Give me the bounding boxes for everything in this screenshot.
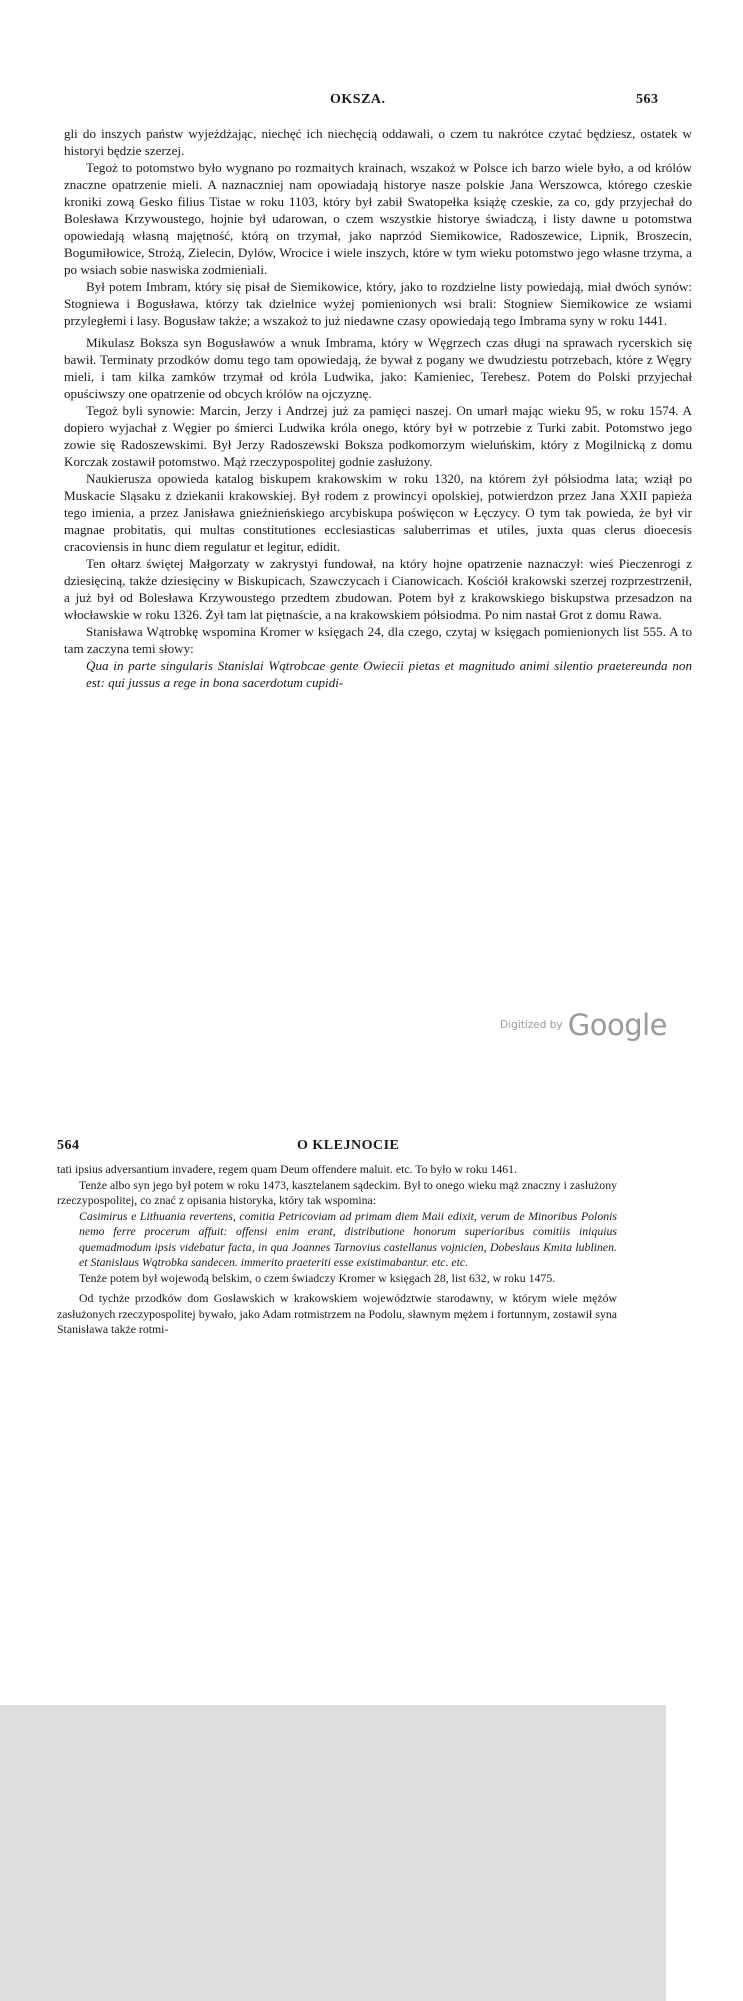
page-number: 564 <box>57 1138 80 1153</box>
latin-quote: Qua in parte singularis Stanislai Wątrobcae gente Owiecii pietas et magnitudo animi silentio praetereunda non est: qui jussus a rege in bona sacerdotum cupidi- <box>86 658 692 690</box>
paragraph: Tenże potem był wojewodą belskim, o czem świadczy Kromer w księgach 28, list 632, w roku 1475. <box>79 1270 556 1285</box>
paragraph: tati ipsius adversantium invadere, regem quam Deum offendere maluit. etc. To było w roku 1461. <box>57 1162 518 1176</box>
paragraph: Mikulasz Boksza syn Bogusławów a wnuk Imbrama, który w Węgrzech czas długi na sprawach rycerskich się bawił. Terminaty przodków domu tego tam opowiedają, że bywał z pogany we dwudziestu potrzebach, które z Węgry mieli, i tam kilka zamków trzymał od króla Ludwika, jako: Kamieniec, Terebesz. Potem do Polski przyjechał opuściwszy one opatrzenie od obcych królów na ojczyznę. <box>64 335 692 401</box>
page-563-body <box>64 125 692 691</box>
scan-cutoff-area <box>0 1705 666 2001</box>
paragraph: Ten ołtarz świętej Małgorzaty w zakrystyi fundował, na który hojne opatrzenie naznaczył: wieś Pieczenrogi z dziesięciną, także dziesięciny w Biskupicach, Szawczycach i Cianowicach. Kościół krakowski szerzej rozprzestrzenił, a już był od Bolesława Krzywoustego przedtem zbudowan. Potem był z krakowskiego biskupstwa przesadzon na włocławskie w roku 1326. Żył tam lat piętnaście, a na krakowskiem półsiodma. Po nim nastał Grot z domu Rawa. <box>64 556 692 622</box>
page-number: 563 <box>636 92 659 107</box>
running-header-title: O KLEJNOCIE <box>297 1138 400 1153</box>
paragraph: Naukieruszа opowieda katalog biskupem krakowskim w roku 1320, na którem żył półsiodma lata; wziął po Muskacie Sląsaku z dziekanii krakowskiej. Był rodem z prowincyi opolskiej, potwierdzon przez Jana XXII papieża tego imienia, a przez Janisława gnieźnieńskiego arcybiskupa poświęcon w Łęczycy. O tym tak powieda, że był vir magnae probitatis, qui multas constitutiones ecclesiasticas saluberrimas et utiles, juxta quas clerus dioecesis cracoviensis in hunc diem regulatur et legitur, edidit. <box>64 471 692 554</box>
watermark-prefix: Digitized by <box>500 1019 563 1031</box>
paragraph: Był potem Imbram, który się pisał de Siemikowice, który, jako to rozdzielne listy powiedają, miał dwóch synów: Stogniewa i Bogusława, którzy tak dzielnice wyżej pomienionych wsi brali: Stogniew Siemikowice ze wsiami przyległemi i lasy. Bogusław także; a wszakoż to już niedawne czasy opowiedają tego Imbrama syny w roku 1441. <box>64 279 692 328</box>
paragraph: gli do inszych państw wyjeżdżając, niechęć ich niechęcią oddawali, o czem tu nakrótce czytać będziesz, ostatek w historyi będzie szerzej. <box>64 126 692 158</box>
page-564-body <box>57 1162 617 1338</box>
paragraph: Tegoż byli synowie: Marcin, Jerzy i Andrzej już za pamięci naszej. On umarł mając wieku 95, w roku 1574. A dopiero wyjachał z Węgier po śmierci Ludwika króla onego, który był w potrzebie z Turki zabit. Potomstwo jego zowie się Radoszewskimi. Był Jerzy Radoszewski Boksza podkomorzym wieluńskim, który z Mogilnicką z domu Korczak zostawił potomstwo. Mąż rzeczypospolitej godnie zasłużony. <box>64 403 692 469</box>
latin-quote: Casimirus e Lithuania revertens, comitia Petricoviam ad primam diem Maii edixit, verum de Minoribus Polonis nemo ferre procerum affuit: offensi enim erant, distributione honorum superioribus comitiis iniquius quemadmodum ipsis videbatur facta, in qua Joannes Tarnovius castellanus vojnicien, Dobeslaus Kmita lublinen. et Stanislaus Wątrobka sandecen. immerito praeteriti esse existimabantur. etc. etc. <box>79 1208 617 1269</box>
paragraph: Tegoż to potomstwo było wygnano po rozmaitych krainach, wszakoż w Polsce ich barzo wiele było, a od królów znaczne opatrzenie mieli. A naznaczniej nam opowiadają historye nasze polskie Jana Werszowca, którego czeskie kroniki zową Gesko filius Tistae w roku 1103, który był zabił Swatopełka książę czeskie, za co, gdy przyjechał do Bolesława Krzywoustego, hojnie był udarowan, o czem wszystkie historye świadczą, i listy dawne u potomstwa opowiedają własną majętność, którą on trzymał, jako naprzód Siemikowice, Radoszewice, Lipnik, Broszecin, Bogumiłowice, Strożą, Zielecin, Dylów, Wrocice i wiele inszych, które w tym wieku potomstwo jego własne trzyma, a po wsiach sobie naswiska zodmieniali. <box>64 160 692 277</box>
running-header-title: OKSZA. <box>330 92 386 107</box>
paragraph: Od tychże przodków dom Gosławskich w krakowskiem województwie starodawny, w którym wiele mężów zasłużonych rzeczypospolitej bywało, jako Adam rotmistrzem na Podolu, sławnym mężem i fortunnym, zostawił syna Stanisława także rotmi- <box>57 1291 617 1336</box>
google-logo: Google <box>567 1008 667 1042</box>
google-watermark <box>500 1008 667 1042</box>
paragraph: Stanisława Wątrobkę wspomina Kromer w księgach 24, dla czego, czytaj w księgach pomienionych list 555. A to tam zaczyna temi słowy: <box>64 624 692 656</box>
paragraph: Tenże albo syn jego był potem w roku 1473, kasztelanem sądeckim. Był to onego wieku mąż znaczny i zasłużony rzeczypospolitej, co znać z opisania historyka, który tak wspomina: <box>57 1177 617 1207</box>
